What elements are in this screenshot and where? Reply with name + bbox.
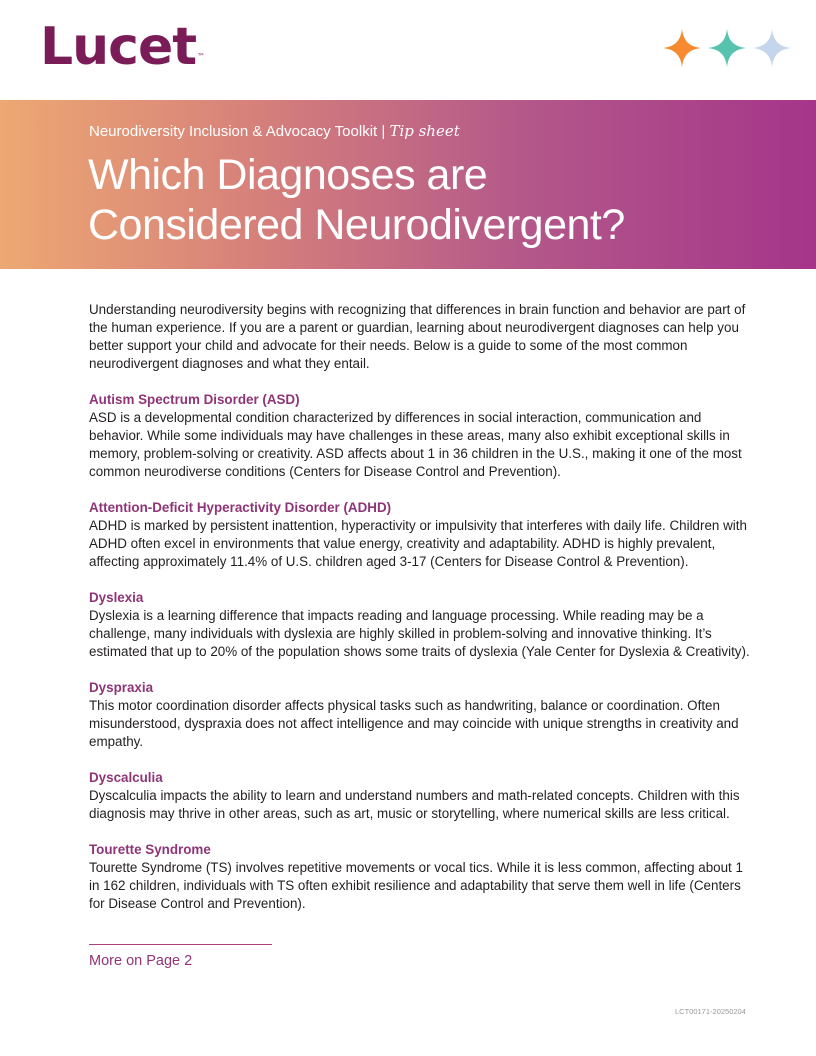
teal-sparkle-icon: [707, 28, 747, 68]
toolkit-kicker: [89, 122, 460, 140]
section-dyslexia: [89, 589, 757, 661]
section-body: Tourette Syndrome (TS) involves repetitive movements or vocal tics. While it is less common, affecting about 1 in 162 children, individuals with TS often exhibit resilience and adaptability that serve them well in life (Centers for Disease Control and Prevention).: [89, 860, 743, 911]
section-heading: Tourette Syndrome: [89, 842, 211, 857]
section-dyspraxia: [89, 679, 757, 751]
section-heading: Dyspraxia: [89, 680, 154, 695]
more-on-page-2-link[interactable]: More on Page 2: [89, 953, 193, 969]
section-heading: Dyscalculia: [89, 770, 163, 785]
tip-sheet-label: Tip sheet: [389, 122, 460, 140]
section-dyscalculia: [89, 769, 757, 823]
lucet-logo: [40, 14, 205, 80]
intro-paragraph: Understanding neurodiversity begins with recognizing that differences in brain function and behavior are part of the human experience. If you are a parent or guardian, learning about neurodivergent diagnoses can help you better support your child and advocate for their needs. Below is a guide to some of the most common neurodivergent diagnoses and what they entail.: [89, 302, 746, 371]
page-title-line-2: Considered Neurodivergent?: [88, 201, 625, 249]
section-tourette: [89, 841, 757, 913]
orange-sparkle-icon: [662, 28, 702, 68]
section-adhd: [89, 499, 757, 571]
light-blue-sparkle-icon: [752, 28, 792, 68]
section-body: Dyslexia is a learning difference that impacts reading and language processing. While reading may be a challenge, many individuals with dyslexia are highly skilled in problem-solving and innovative thinking. It’s estimated that up to 20% of the population shows some traits of dyslexia (Yale Center for Dyslexia & Creativity).: [89, 608, 750, 659]
section-body: ASD is a developmental condition characterized by differences in social interaction, communication and behavior. While some individuals may have challenges in these areas, many also exhibit exceptional skills in memory, problem-solving or creativity. ASD affects about 1 in 36 children in the U.S., making it one of the most common neurodiverse conditions (Centers for Disease Control and Prevention).: [89, 410, 742, 479]
footer-divider: [89, 944, 272, 945]
trademark-mark: ™: [197, 52, 206, 61]
main-content: [89, 301, 757, 931]
section-heading: Autism Spectrum Disorder (ASD): [89, 392, 300, 407]
section-body: Dyscalculia impacts the ability to learn and understand numbers and math-related concepts. Children with this diagnosis may thrive in other areas, such as art, music or storytelling, where numerical skills are less critical.: [89, 788, 740, 821]
brand-name: Lucet: [40, 17, 197, 77]
section-asd: [89, 391, 757, 481]
section-heading: Attention-Deficit Hyperactivity Disorder (ADHD): [89, 500, 392, 515]
decorative-stars: [662, 28, 792, 68]
page-title-line-1: Which Diagnoses are: [88, 151, 488, 199]
section-body: ADHD is marked by persistent inattention, hyperactivity or impulsivity that interferes with daily life. Children with ADHD often excel in environments that value energy, creativity and adaptability. ADHD is highly prevalent, affecting approximately 11.4% of U.S. children aged 3-17 (Centers for Disease Control & Prevention).: [89, 518, 747, 569]
section-body: This motor coordination disorder affects physical tasks such as handwriting, balance or coordination. Often misunderstood, dyspraxia does not affect intelligence and may coincide with unique strengths in creativity and empathy.: [89, 698, 739, 749]
toolkit-name: Neurodiversity Inclusion & Advocacy Toolkit |: [89, 123, 386, 140]
section-heading: Dyslexia: [89, 590, 144, 605]
page-title: [88, 150, 788, 250]
document-code: LCT00171-20250204: [675, 1007, 746, 1016]
